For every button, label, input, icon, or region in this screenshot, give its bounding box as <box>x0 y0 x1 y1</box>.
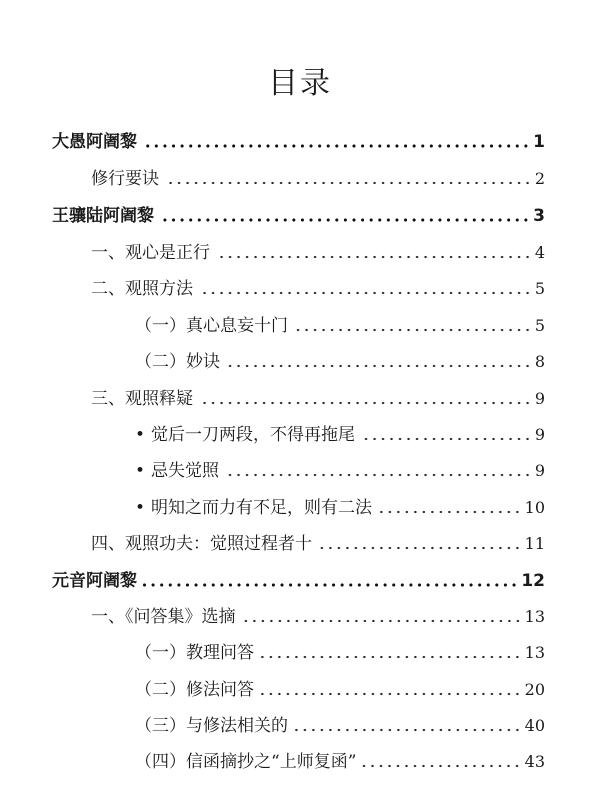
toc-entry-subsection[interactable] <box>135 707 545 737</box>
toc-entry-subsection[interactable] <box>135 634 545 664</box>
toc-page-number: 12 <box>521 571 545 591</box>
page-title: 目录 <box>268 66 332 102</box>
dot-leader <box>199 281 532 295</box>
bullet-icon: • <box>135 461 146 481</box>
toc-entry-label: 一、观心是正行 <box>91 243 210 263</box>
toc-entry-label: （二）修法问答 <box>135 680 254 700</box>
toc-entry-label: 明知之而力有不足，则有二法 <box>151 498 373 518</box>
toc-entry-label: 忌失觉照 <box>151 461 220 481</box>
toc-page-number: 3 <box>533 206 545 226</box>
toc-entry-label: （一）真心息妄十门 <box>135 316 288 336</box>
toc-page-number: 9 <box>534 425 545 444</box>
toc-entry-label: （一）教理问答 <box>135 643 254 663</box>
toc-entry-subsection[interactable] <box>135 743 545 773</box>
toc-entry-subsection[interactable] <box>135 671 545 701</box>
toc-page-number: 2 <box>534 169 545 188</box>
dot-leader <box>260 645 522 659</box>
toc-page-number: 1 <box>533 132 545 152</box>
toc-page-number: 9 <box>534 389 545 408</box>
dot-leader <box>226 354 532 368</box>
dot-leader <box>242 609 522 623</box>
dot-leader <box>225 463 532 477</box>
toc-page-number: 20 <box>524 680 545 699</box>
toc-entry-section[interactable] <box>91 234 545 264</box>
toc-page-number: 43 <box>524 752 545 771</box>
toc-entry-label: 大愚阿阇黎 <box>52 132 137 152</box>
toc-entry-label: 修行要诀 <box>91 169 159 189</box>
toc-entry-label: （四）信函摘抄之“上师复函” <box>135 752 357 772</box>
dot-leader <box>165 171 532 185</box>
dot-leader <box>294 318 532 332</box>
dot-leader <box>362 754 521 768</box>
toc-entry-label: 元音阿阇黎 <box>52 571 137 591</box>
dot-leader <box>160 208 530 222</box>
toc-entry-label: 一、《问答集》选摘 <box>91 607 236 627</box>
toc-entry-section[interactable] <box>91 270 545 300</box>
toc-entry-subsection[interactable] <box>135 452 545 482</box>
toc-entry-subsection[interactable] <box>135 307 545 337</box>
dot-leader <box>143 573 518 587</box>
toc-entry-label: 觉后一刀两段，不得再拖尾 <box>151 425 356 445</box>
toc-page-number: 10 <box>524 498 545 517</box>
toc-entry-chapter[interactable] <box>52 123 545 153</box>
dot-leader <box>318 536 522 550</box>
toc-entry-chapter[interactable] <box>52 197 545 227</box>
toc-entry-section[interactable] <box>91 525 545 555</box>
toc-entry-subsection[interactable] <box>135 416 545 446</box>
dot-leader <box>378 500 522 514</box>
toc-entry-chapter[interactable] <box>52 562 545 592</box>
toc-page-number: 5 <box>534 279 545 298</box>
bullet-icon: • <box>135 498 146 518</box>
bullet-icon: • <box>135 425 146 445</box>
toc-entry-label: （二）妙诀 <box>135 352 220 372</box>
toc-entry-section[interactable] <box>91 598 545 628</box>
toc-page-number: 5 <box>534 316 545 335</box>
toc-page-number: 13 <box>524 607 545 626</box>
dot-leader <box>143 134 530 148</box>
toc-entry-label: （三）与修法相关的 <box>135 716 288 736</box>
toc-page-number: 4 <box>534 243 545 262</box>
toc-entry-subsection[interactable] <box>135 343 545 373</box>
toc-entry-subsection[interactable] <box>135 489 545 519</box>
toc-page-number: 9 <box>534 461 545 480</box>
toc-entry-label: 四、观照功夫：觉照过程者十 <box>91 534 312 554</box>
toc-entry-section[interactable] <box>91 380 545 410</box>
dot-leader <box>216 245 532 259</box>
dot-leader <box>294 718 522 732</box>
toc-entry-label: 王骧陆阿阇黎 <box>52 206 154 226</box>
dot-leader <box>361 427 532 441</box>
toc-page-number: 8 <box>534 352 545 371</box>
toc-page-number: 13 <box>524 643 545 662</box>
dot-leader <box>260 682 522 696</box>
toc-page-number: 40 <box>524 716 545 735</box>
toc-page-number: 11 <box>524 534 545 553</box>
dot-leader <box>199 391 532 405</box>
toc-entry-label: 三、观照释疑 <box>91 389 193 409</box>
toc-entry-section[interactable] <box>91 160 545 190</box>
toc-entry-label: 二、观照方法 <box>91 279 193 299</box>
